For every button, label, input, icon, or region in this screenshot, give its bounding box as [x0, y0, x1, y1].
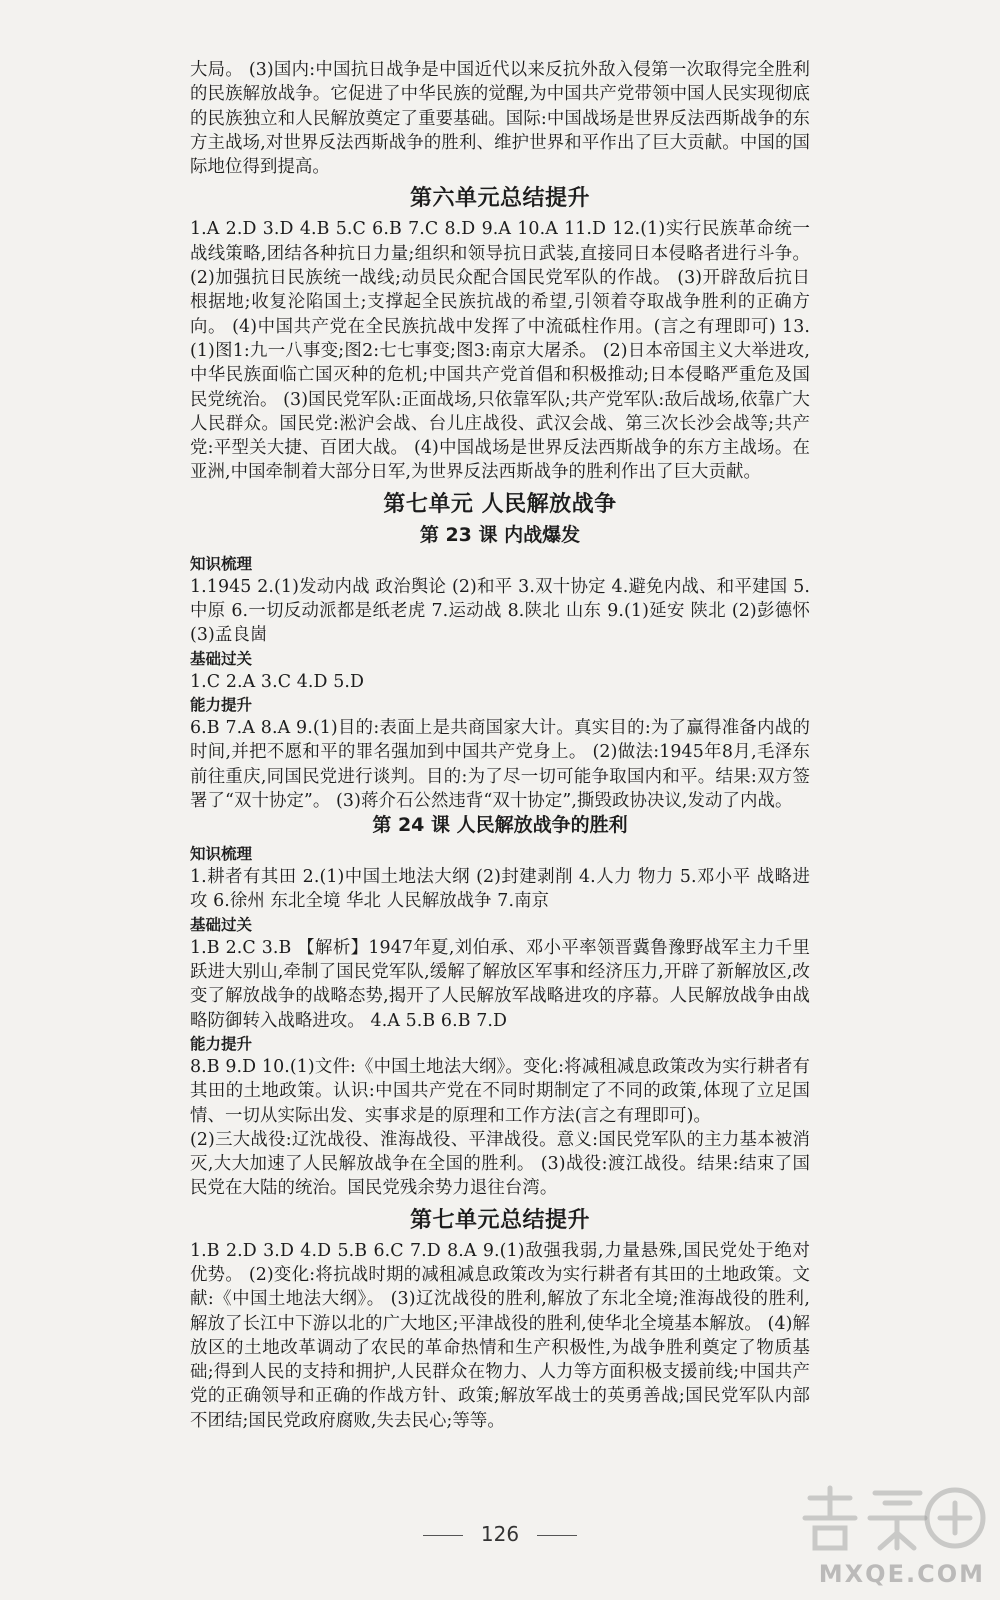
paragraph: (2)三大战役:辽沈战役、淮海战役、平津战役。意义:国民党军队的主力基本被消灭,大大加速了人民解放战争在全国的胜利。 (3)战役:渡江战役。结果:结束了国民党在大陆的统治。国民党残余势力退往台湾。 [190, 1129, 810, 1199]
unit-heading: 第七单元 人民解放战争 [383, 491, 617, 517]
watermark-logo [790, 1478, 990, 1593]
section-heading: 基础过关 [190, 649, 253, 668]
footer-left-rule [423, 1535, 463, 1536]
answer-page [190, 58, 810, 1433]
paragraph: 8.B 9.D 10.(1)文件:《中国土地法大纲》。变化:将减租减息政策改为实行耕者有其田的土地政策。认识:中国共产党在不同时期制定了不同的政策,体现了立足国情、一切从实际出发、实事求是的原理和工作方法(言之有理即可)。 [190, 1056, 810, 1126]
paragraph: 1.B 2.D 3.D 4.D 5.B 6.C 7.D 8.A 9.(1)敌强我弱,力量悬殊,国民党处于绝对优势。 (2)变化:将抗战时期的减租减息政策改为实行耕者有其田的土地政策。文献:《中国土地法大纲》。 (3)辽沈战役的胜利,解放了东北全境;淮海战役的胜利,解放了长江中下游以北的广大地区;平津战役的胜利,使华北全境基本解放。 (4)解放区的土地改革调动了农民的革命热情和生产积极性,为战争胜利奠定了物质基础;得到人民的支持和拥护,人民群众在物力、人力等方面积极支援前线;中国共产党的正确领导和正确的作战方针、政策;解放军战士的英勇善战;国民党军队内部不团结;国民党政府腐败,失去民心;等等。 [190, 1240, 810, 1431]
paragraph: 1.C 2.A 3.C 4.D 5.D [190, 671, 365, 692]
paragraph: 6.B 7.A 8.A 9.(1)目的:表面上是共商国家大计。真实目的:为了赢得准备内战的时间,并把不愿和平的罪名强加到中国共产党身上。 (2)做法:1945年8月,毛泽东前往重庆,同国民党进行谈判。目的:为了尽一切可能争取国内和平。结果:双方签署了“双十协定”。 (3)蒋介石公然违背“双十协定”,撕毁政协决议,发动了内战。 [190, 717, 810, 811]
paragraph: 大局。 (3)国内:中国抗日战争是中国近代以来反抗外敌入侵第一次取得完全胜利的民族解放战争。它促进了中华民族的觉醒,为中国共产党带领中国人民实现彻底的民族独立和人民解放奠定了重要基础。国际:中国战场是世界反法西斯战争的东方主战场,对世界反法西斯战争的胜利、维护世界和平作出了巨大贡献。中国的国际地位得到提高。 [190, 60, 810, 178]
paragraph: 1.A 2.D 3.D 4.B 5.C 6.B 7.C 8.D 9.A 10.A 11.D 12.(1)实行民族革命统一战线策略,团结各种抗日力量;组织和领导抗日武装,直接同日本侵略者进行斗争。 (2)加强抗日民族统一战线;动员民众配合国民党军队的作战。 (3)开辟敌后抗日根据地;收复沦陷国土;支撑起全民族抗战的希望,引领着夺取战争胜利的正确方向。 (4)中国共产党在全民族抗战中发挥了中流砥柱作用。(言之有理即可) 13.(1)图1:九一八事变;图2:七七事变;图3:南京大屠杀。 (2)日本帝国主义大举进攻,中华民族面临亡国灭种的危机;中国共产党首倡和积极推动;日本侵略严重危及国民党统治。 (3)国民党军队:正面战场,只依靠军队;共产党军队:敌后战场,依靠广大人民群众。国民党:淞沪会战、台儿庄战役、武汉会战、第三次长沙会战等;共产党:平型关大捷、百团大战。 (4)中国战场是世界反法西斯战争的东方主战场。在亚洲,中国牵制着大部分日军,为世界反法西斯战争的胜利作出了巨大贡献。 [190, 219, 810, 483]
footer-right-rule [537, 1535, 577, 1536]
lesson-heading: 第 23 课 内战爆发 [419, 523, 581, 546]
section-heading: 知识梳理 [190, 554, 253, 573]
watermark-text: MXQE.COM [818, 1560, 985, 1588]
paragraph: 1.B 2.C 3.B 【解析】1947年夏,刘伯承、邓小平率领晋冀鲁豫野战军主力千里跃进大别山,牵制了国民党军队,缓解了解放区军事和经济压力,开辟了新解放区,改变了解放战争的战略态势,揭开了人民解放军战略进攻的序幕。人民解放战争由战略防御转入战略进攻。 4.A 5.B 6.B 7.D [190, 937, 810, 1031]
watermark-icon [790, 1478, 990, 1558]
unit-heading: 第七单元总结提升 [409, 1207, 590, 1233]
section-heading: 能力提升 [190, 695, 253, 714]
lesson-heading: 第 24 课 人民解放战争的胜利 [372, 814, 628, 837]
section-heading: 能力提升 [190, 1034, 253, 1053]
paragraph: 1.耕者有其田 2.(1)中国土地法大纲 (2)封建剥削 4.人力 物力 5.邓小平 战略进攻 6.徐州 东北全境 华北 人民解放战争 7.南京 [190, 867, 810, 912]
page-number: 126 [480, 1522, 520, 1546]
section-heading: 基础过关 [190, 915, 253, 934]
paragraph: 1.1945 2.(1)发动内战 政治舆论 (2)和平 3.双十协定 4.避免内战、和平建国 5.中原 6.一切反动派都是纸老虎 7.运动战 8.陕北 山东 9.(1)延安 陕北 (2)彭德怀 (3)孟良崮 [190, 576, 810, 646]
unit-heading: 第六单元总结提升 [409, 186, 590, 212]
section-heading: 知识梳理 [190, 845, 253, 864]
